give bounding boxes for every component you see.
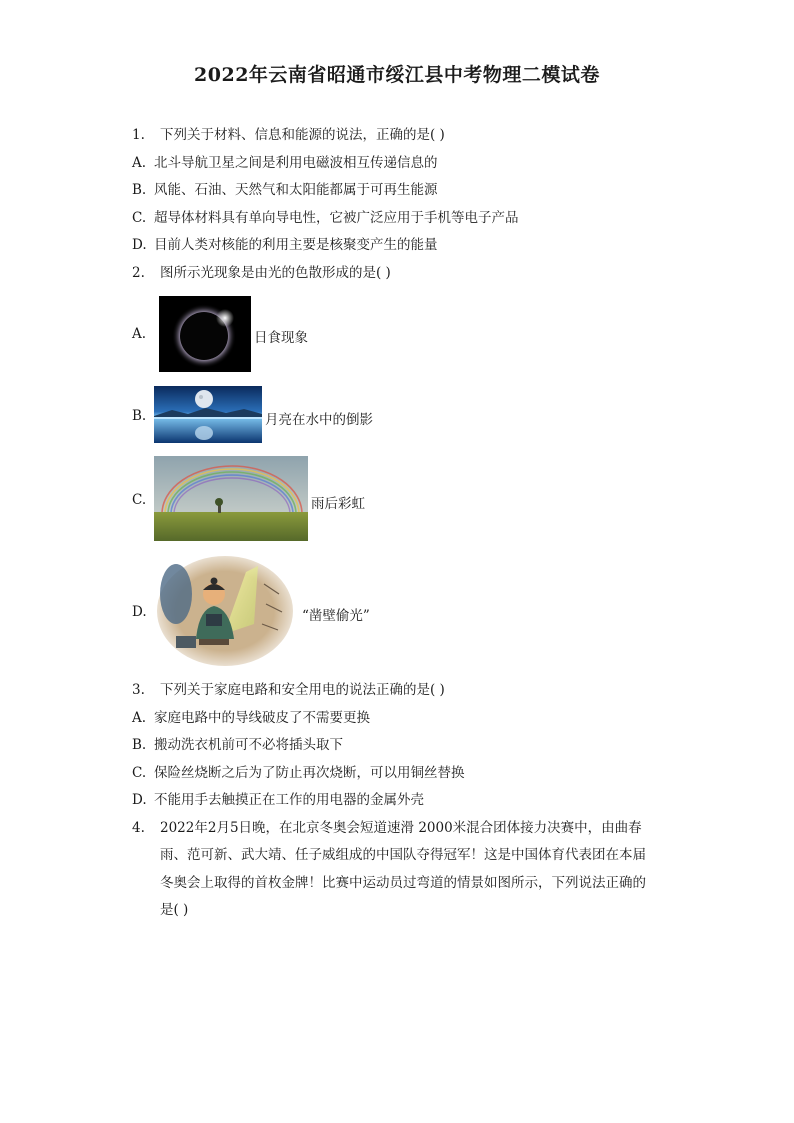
option-text: 家庭电路中的导线破皮了不需要更换 [154,710,370,726]
question-number: 1. [132,127,145,143]
q1-option-a[interactable] [132,154,438,172]
q1-option-b[interactable] [132,181,438,199]
question-text: 下列关于材料、信息和能源的说法，正确的是( ) [160,127,445,143]
question-4-line-4: 是( ) [160,902,189,918]
q2-option-c-caption: 雨后彩虹 [311,496,365,512]
question-text: 图所示光现象是由光的色散形成的是( ) [160,265,391,281]
q2-option-b-caption: 月亮在水中的倒影 [265,412,373,428]
option-text: 北斗导航卫星之间是利用电磁波相互传递信息的 [154,155,438,171]
q2-option-a-letter[interactable]: A. [132,326,147,342]
question-2-stem [132,264,391,282]
q3-option-c[interactable] [132,764,465,782]
option-text: 风能、石油、天然气和太阳能都属于可再生能源 [154,182,438,198]
question-4-number: 4. [132,820,145,836]
rainbow-image [154,456,308,541]
q2-option-d-letter[interactable]: D. [132,604,147,620]
question-4-line-2: 雨、范可新、武大靖、任子威组成的中国队夺得冠军！这是中国体育代表团在本届 [160,847,646,863]
option-letter: C. [132,765,147,781]
question-number: 3. [132,682,145,698]
option-text: 不能用手去触摸正在工作的用电器的金属外壳 [154,792,424,808]
option-letter: A. [132,155,147,171]
q1-option-c[interactable] [132,209,519,227]
option-letter: A. [132,710,147,726]
option-letter: D. [132,237,147,253]
q2-option-d-caption: “凿壁偷光” [302,608,370,624]
question-3-stem [132,681,445,699]
solar-eclipse-image [159,296,251,372]
option-letter: D. [132,792,147,808]
q2-option-b-letter[interactable]: B. [132,408,147,424]
question-1-stem [132,126,445,144]
option-letter: B. [132,182,147,198]
question-4-line-3: 冬奥会上取得的首枚金牌！比赛中运动员过弯道的情景如图所示，下列说法正确的 [160,875,646,891]
boy-reading-image [154,554,296,668]
option-text: 超导体材料具有单向导电性，它被广泛应用于手机等电子产品 [154,210,519,226]
option-text: 目前人类对核能的利用主要是核聚变产生的能量 [154,237,438,253]
question-text: 下列关于家庭电路和安全用电的说法正确的是( ) [160,682,445,698]
q2-option-c-letter[interactable]: C. [132,492,147,508]
q1-option-d[interactable] [132,236,438,254]
option-letter: C. [132,210,147,226]
q3-option-a[interactable] [132,709,370,727]
q3-option-d[interactable] [132,791,424,809]
question-4-line-1: 2022年2月5日晚，在北京冬奥会短道速滑 2000米混合团体接力决赛中，由曲春 [160,820,642,836]
question-number: 2. [132,265,145,281]
page-title: 2022年云南省昭通市绥江县中考物理二模试卷 [194,64,600,86]
moon-reflection-image [154,386,262,443]
option-text: 搬动洗衣机前可不必将插头取下 [154,737,343,753]
q2-option-a-caption: 日食现象 [254,330,308,346]
option-letter: B. [132,737,147,753]
q3-option-b[interactable] [132,736,343,754]
option-text: 保险丝烧断之后为了防止再次烧断，可以用铜丝替换 [154,765,465,781]
